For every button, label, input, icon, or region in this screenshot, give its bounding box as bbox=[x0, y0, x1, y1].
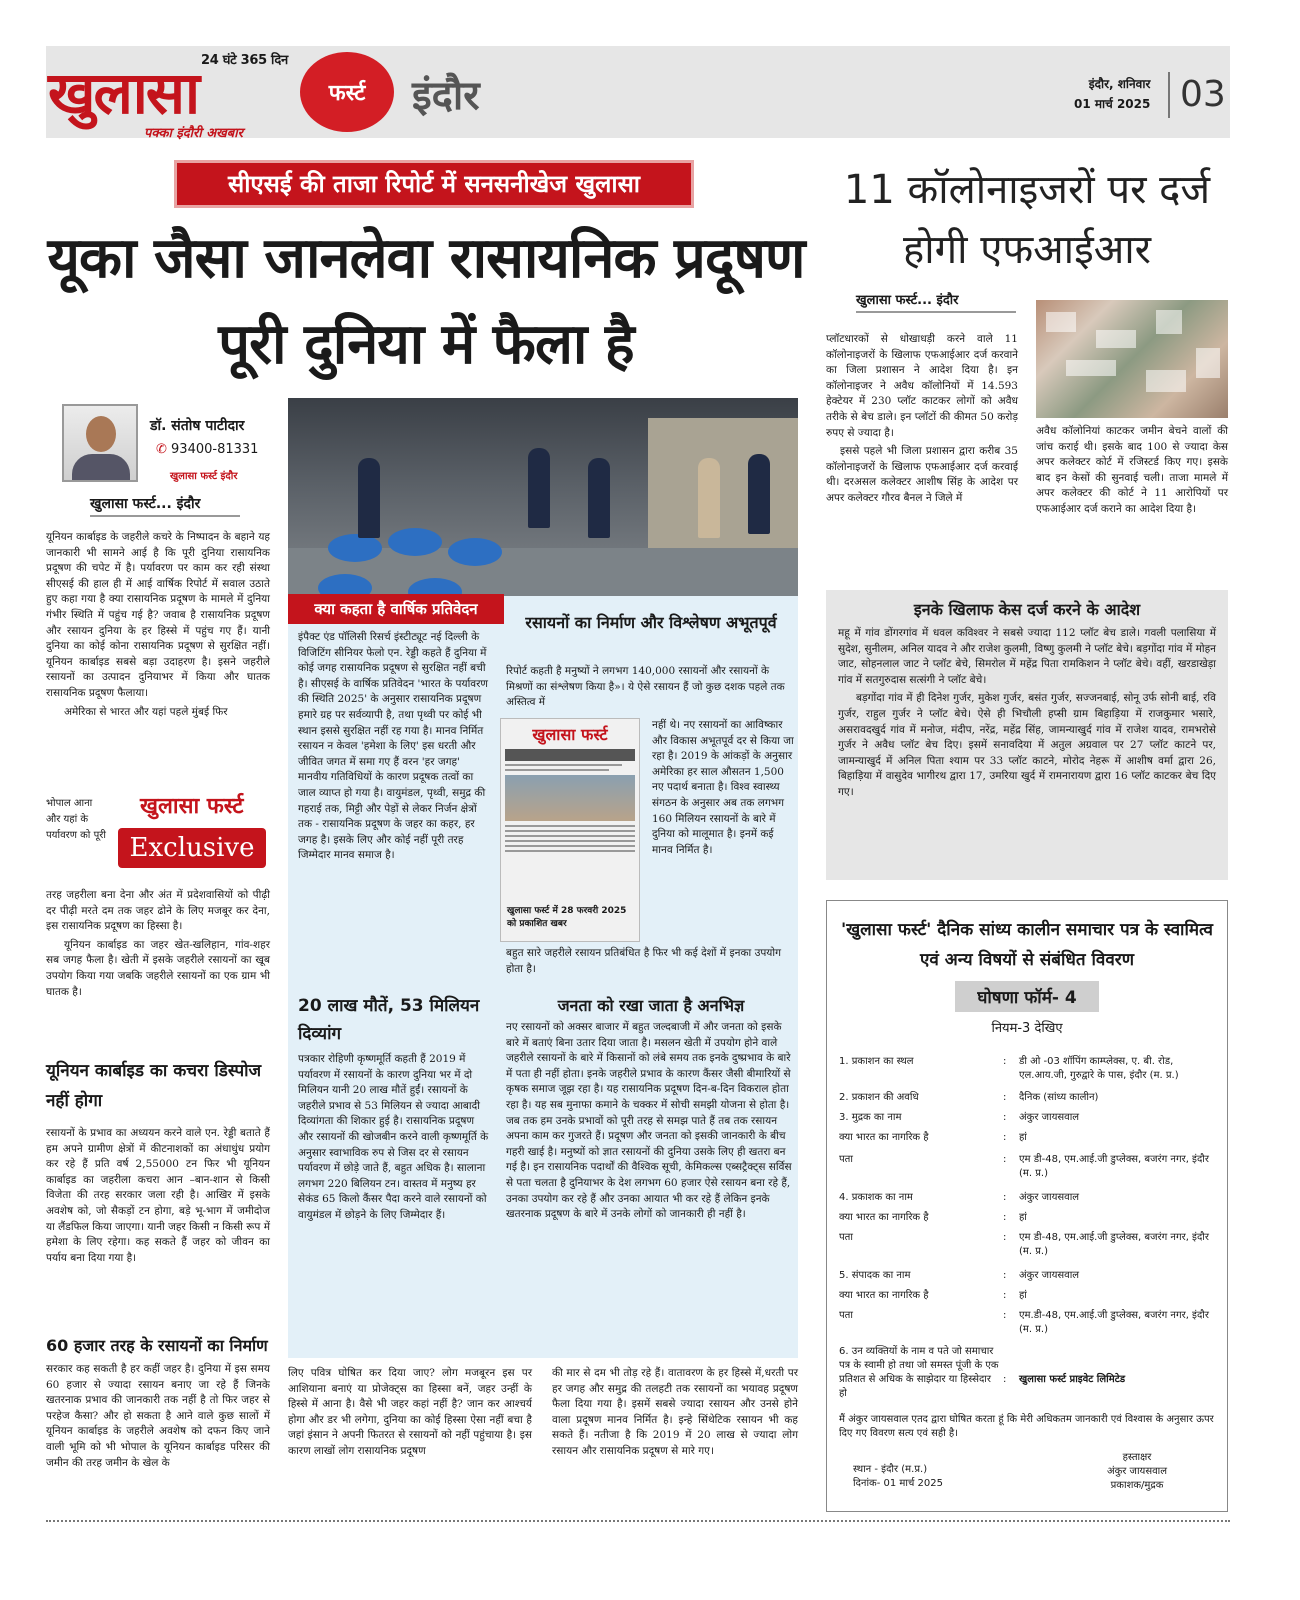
newspaper-clip bbox=[500, 718, 640, 942]
form-row-label: क्या भारत का नागरिक है bbox=[839, 1132, 929, 1143]
article-column-3 bbox=[506, 664, 796, 714]
subhead-carbide: यूनियन कार्बाइड का कचरा डिस्पोज नहीं होगा bbox=[46, 1061, 262, 1111]
author-brand: खुलासा फर्स्ट इंदौर bbox=[170, 471, 238, 482]
article-column-1 bbox=[46, 530, 270, 723]
brand-badge: फर्स्ट bbox=[300, 52, 394, 132]
form-row-label: 4. प्रकाशक का नाम bbox=[839, 1192, 913, 1203]
bottom-divider bbox=[46, 1520, 1230, 1522]
aerial-colony-photo bbox=[1036, 300, 1228, 418]
form-row-colon: : bbox=[1003, 1232, 1007, 1243]
article-bottom-col-2 bbox=[288, 1366, 532, 1463]
form-row-label: पता bbox=[839, 1310, 853, 1321]
page-number: 03 bbox=[1168, 72, 1226, 118]
case-list-box bbox=[826, 590, 1228, 880]
brand-logo: खुलासा bbox=[48, 59, 199, 127]
form-row-value: एम.डी-48, एम.आई.जी डुप्लेक्स, बजरंग नगर, इंदौर (म. प्र.) bbox=[1019, 1310, 1209, 1335]
form-row-value: अंकुर जायसवाल bbox=[1019, 1192, 1080, 1203]
declaration-signature bbox=[1077, 1451, 1197, 1493]
form-row-colon: : bbox=[1003, 1374, 1007, 1385]
photo-building bbox=[1066, 360, 1116, 376]
form-row-label: पता bbox=[839, 1232, 853, 1243]
exclusive-stamp bbox=[118, 790, 266, 874]
author-name: डॉ. संतोष पाटीदार bbox=[150, 418, 245, 434]
form-row-colon: : bbox=[1003, 1310, 1007, 1321]
paragraph: इससे पहले भी जिला प्रशासन द्वारा करीब 35 कॉलोनाइजरों के खिलाफ एफआईआर दर्ज करवाई थी। दरअसल कलेक्टर आशीष सिंह के आदेश पर अपर कलेक्टर गौरव बैनल ने जिले में bbox=[826, 445, 1018, 504]
dateline bbox=[1074, 74, 1150, 114]
paragraph: रसायनों के प्रभाव का अध्ययन करने वाले एन. रेड्डी बताते हैं हम अपने ग्रामीण क्षेत्रों में कीटनाशकों का अंधाधुंध प्रयोग कर रहे हैं प्रति वर्ष 2,55000 टन फिर भी यूनियन कार्बाइड का जहरीला कचरा आन –बान-शान से किसी विजेता की तरह सरकार जला रही है। आखिर में इसके अवशेष को, जो सैकड़ों टन होगा, बड़े भू-भाग में जमीदोज या लैंडफिल किया जाएगा। यानी जहर किसी न किसी रूप में हमेशा के लिए रहेगा। कह सकते हैं जहर को जीवन का पर्याय बना दिया गया है। bbox=[46, 1127, 270, 1264]
form-title: 'खुलासा फर्स्ट' दैनिक सांध्य कालीन समाचार पत्र के स्वामित्व एवं अन्य विषयों से संबंधित विवरण bbox=[841, 920, 1213, 970]
form-row-colon: : bbox=[1003, 1112, 1007, 1123]
form-row-colon: : bbox=[1003, 1212, 1007, 1223]
article-column-1-wrap bbox=[46, 796, 106, 847]
author-phone-number: 93400-81331 bbox=[171, 442, 259, 457]
form-row-colon: : bbox=[1003, 1132, 1007, 1143]
edition-name: इंदौर bbox=[412, 73, 480, 119]
photo-worker bbox=[748, 454, 770, 534]
declaration-place: स्थान - इंदौर (म.प्र.) bbox=[853, 1464, 928, 1475]
fir-column-2 bbox=[1036, 424, 1228, 521]
form-row-value: एम डी-48, एम.आई.जी डुप्लेक्स, बजरंग नगर, इंदौर (म. प्र.) bbox=[1019, 1232, 1209, 1257]
declaration-date: दिनांक- 01 मार्च 2025 bbox=[853, 1478, 943, 1489]
paragraph: नए रसायनों को अक्सर बाजार में बहुत जल्दबाजी में और जनता को इसके बारे में बताएं बिना उतार दिया जाता है। मसलन खेती में उपयोग होने वाले जहरीले रसायनों के बारे में किसानों को लंबे समय तक इनके दुष्प्रभाव के बारे में पता ही नहीं होता। इनके जहरीले प्रभाव के कारण कैंसर जैसी बीमारियों से कृषक समाज जूझ रहा है। यह रासायनिक प्रदूषण दिन-ब-दिन विकराल होता रहा है। यह सब मुनाफा कमाने के चक्कर में सोची समझी योजना से होता है। जब तक हम उनके प्रभावों को पूरी तरह से समझ पाते हैं तब तक रसायन अपना काम कर गुजरते हैं। प्रदूषण और जनता को इसकी जानकारी के बीच गहरी खाई है। मनुष्यों को ज्ञात रसायनों की दुनिया उसके लिए ही खतरा बन गई है। इन रासायनिक पदार्थों की वैश्विक सूची, केमिकल्स एब्सट्रैक्ट्स सर्विस से पता चलता है दुनियाभर के देश लगभग 60 हजार ऐसे रसायन बना रहे हैं, उनका उपयोग कर रहे हैं और उनका आयात भी कर रहे हैं लेकिन इनके खतरनाक प्रदूषण के बारे में उनके लोगों को जानकारी ही नहीं है। bbox=[506, 1021, 792, 1221]
paragraph: महू में गांव डोंगरगांव में धवल कविश्वर ने सबसे ज्यादा 112 प्लॉट बेच डाले। गवली पलासिया में सुदेश, सुनीलम, अनिल यादव ने और राजेश कुलमी, विष्णु कुलमी ने प्लॉट बेचे। बड़गोंदा गांव में मोहन जाट, सोहनलाल जाट ने प्लॉट बेचे, सिमरोल में महेंद्र पिता रामकिशन ने प्लॉट बेचे। वहीं, खरडाखेड़ा गांव में सतगुरुदास सत्संगी ने प्लॉट बेचे। bbox=[838, 627, 1216, 686]
case-title: इनके खिलाफ केस दर्ज करने के आदेश bbox=[913, 600, 1141, 619]
photo-building bbox=[1046, 312, 1076, 332]
report-label: क्या कहता है वार्षिक प्रतिवेदन bbox=[288, 594, 504, 624]
article-column-3-cont2 bbox=[506, 1020, 796, 1226]
form-row-label: 3. मुद्रक का नाम bbox=[839, 1112, 902, 1123]
exclusive-brand: खुलासा फर्स्ट bbox=[140, 793, 244, 819]
form-row-value: अंकुर जायसवाल bbox=[1019, 1112, 1080, 1123]
paragraph: की मार से दम भी तोड़ रहे हैं। वातावरण के हर हिस्से में,धरती पर हर जगह और समुद्र की तलहटी तक रसायनों का भयावह प्रदूषण फैला दिया गया है। इसमें सबसे ज्यादा रसायन और उनसे होने वाला प्रदूषण मानव निर्मित है। इन्हे सिंथेटिक रसायन भी कह सकते हैं। नतीजा है कि 2019 में 20 लाख से ज्यादा लोग रसायन और रासायनिक प्रदूषण से मारे गए। bbox=[552, 1367, 798, 1457]
photo-worker bbox=[698, 458, 720, 538]
photo-building bbox=[1096, 330, 1136, 348]
article-column-2-cont bbox=[298, 1052, 492, 1227]
photo-drum bbox=[388, 528, 442, 556]
main-photo bbox=[288, 398, 798, 620]
paragraph: अवैध कॉलोनियां काटकर जमीन बेचने वालों की जांच कराई थी। इसके बाद 100 से ज्यादा केस अपर कलेक्टर कोर्ट में रजिस्टर्ड किए गए। इसके बाद इन केसों की सुनवाई चली। ताजा मामले में अपर कलेक्टर की कोर्ट ने 11 आरोपियों पर एफआईआर दर्ज कराने का आदेश दिया है। bbox=[1036, 425, 1228, 515]
signature-label: हस्ताक्षर bbox=[1122, 1452, 1152, 1463]
form-row-colon: : bbox=[1003, 1154, 1007, 1165]
form-row-value: दैनिक (सांध्य कालीन) bbox=[1019, 1092, 1099, 1103]
article-column-1-cont bbox=[46, 888, 270, 1003]
paragraph: पत्रकार रोहिणी कृष्णमूर्ति कहती हैं 2019 में पर्यावरण में रसायनों के कारण दुनिया भर में दो मिलियन यानी 20 लाख मौतें हुईं। रसायनों के जहरीले प्रभाव से 53 मिलियन से ज्यादा आबादी दिव्यांगता की शिकार हुई है। रासायनिक प्रदूषण और रसायनों की खोजबीन करने वाली कृष्णमूर्ति के अनुसार स्वाभाविक रुप से जिस दर से रसायन पर्यावरण में छोड़े जाते हैं, बहुत अधिक है। सालाना लगभग 220 बिलियन टन। वास्तव में मनुष्य हर सेकंड 65 किलो कैंसर पैदा करने वाले रसायनों को वायुमंडल में छोड़ने के लिए जिम्मेदार हैं। bbox=[298, 1053, 489, 1221]
form-row-colon: : bbox=[1003, 1092, 1007, 1103]
form-row-value: डी ओ -03 शॉपिंग काम्प्लेक्स, ए. बी. रोड, एल.आय.जी, गुरुद्वारे के पास, इंदौर (म. प्र.) bbox=[1019, 1056, 1179, 1081]
photo-wall bbox=[648, 418, 798, 548]
photo-building bbox=[1156, 310, 1182, 334]
form-row-colon: : bbox=[1003, 1192, 1007, 1203]
paragraph: यूनियन कार्बाइड का जहर खेत-खलिहान, गांव-शहर सब जगह फैला है। खेती में इसके जहरीले रसायनों का खूब उपयोग किया गया जबकि जहरीले रसायनों का एक ग्राम भी घातक है। bbox=[46, 938, 270, 998]
paragraph: यूनियन कार्बाइड के जहरीले कचरे के निष्पादन के बहाने यह जानकारी भी सामने आई है कि पूरी दुनिया रासायनिक प्रदूषण की चपेट में है। पर्यावरण पर काम कर रही संस्था सीएसई की हाल ही में आई वार्षिक रिपोर्ट में सवाल उठाते हुए कहा गया है क्या रासायनिक प्रदूषण के मामले में दुनिया गंभीर स्थिति में पहुंच गई है? जवाब है रासायनिक प्रदूषण और रसायन दुनिया के हर हिस्से में पहुंच गए हैं। यानी दुनिया का कोई कोना रासायनिक प्रदूषण से सुरक्षित नहीं। यूनियन कार्बाइड सबसे बड़ा उदाहरण है। इसने जहरीले रसायनों का उत्पादन दुनियाभर में किया और घातक रासायनिक प्रदूषण फैलाया। bbox=[46, 531, 270, 699]
signature-name: अंकुर जायसवाल bbox=[1106, 1466, 1168, 1477]
paragraph: लिए पवित्र घोषित कर दिया जाए? लोग मजबूरन इस पर आशियाना बनाएं या प्रोजेक्ट्स का हिस्सा बनें, जहर उन्हीं के हिस्से में आना है। वैसे भी जहर कहां नहीं है? जान कर आश्चर्य होगा और डर भी लगेगा, दुनिया का कोई हिस्सा ऐसा नहीं बचा है जहां इंसान ने अपनी फितरत से रसायनों को नहीं पहुंचाया है। इस कारण लाखों लोग रासायनिक प्रदूषण bbox=[288, 1367, 532, 1457]
fir-headline: 11 कॉलोनाइजरों पर दर्ज होगी एफआईआर bbox=[843, 167, 1211, 273]
subhead-public: जनता को रखा जाता है अनभिज्ञ bbox=[557, 996, 745, 1015]
fir-byline: खुलासा फर्स्ट... इंदौर bbox=[856, 290, 1016, 313]
form-row-label: 1. प्रकाशन का स्थल bbox=[839, 1056, 914, 1067]
photo-drum bbox=[448, 538, 502, 566]
article-bottom-col-3 bbox=[552, 1366, 798, 1463]
subhead-chemicals: रसायनों का निर्माण और विश्लेषण अभूतपूर्व bbox=[525, 613, 777, 632]
clip-caption: खुलासा फर्स्ट में 28 फरवरी 2025 को प्रकाशित खबर bbox=[507, 906, 627, 929]
photo-drum bbox=[328, 534, 382, 562]
article-column-1-cont3 bbox=[46, 1362, 270, 1474]
form-row-value: हां bbox=[1019, 1212, 1027, 1223]
form-row-colon: : bbox=[1003, 1270, 1007, 1281]
paragraph: बहुत सारे जहरीले रसायन प्रतिबंधित है फिर भी कई देशों में इनका उपयोग होता है। bbox=[506, 947, 782, 975]
exclusive-label: Exclusive bbox=[118, 828, 266, 868]
paragraph: तरह जहरीला बना देना और अंत में प्रदेशवासियों को पीढ़ी दर पीढ़ी मरते दम तक जहर ढोने के लिए मजबूर कर देना, इस रासायनिक प्रदूषण का हिस्सा है। bbox=[46, 889, 270, 933]
paragraph: नहीं थे। नए रसायनों का आविष्कार और विकास अभूतपूर्व दर से किया जा रहा है। 2019 के आंकड़ों के अनुसार अमेरिका हर साल औसतन 1,500 नए पदार्थ बनाता है। विश्व स्वास्थ्य संगठन के अनुसार अब तक लगभग 160 मिलियन रसायनों के बारे में दुनिया को मालूमात है। इनमें कई मानव निर्मित है। bbox=[652, 719, 794, 856]
form-row-label: क्या भारत का नागरिक है bbox=[839, 1212, 929, 1223]
clip-text-lines bbox=[505, 764, 635, 771]
form-row-value: अंकुर जायसवाल bbox=[1019, 1270, 1080, 1281]
form-row-label: 6. उन व्यक्तियों के नाम व पते जो समाचार पत्र के स्वामी हो तथा जो समस्त पूंजी के एक प्रतिशत से अधिक के साझेदार या हिस्सेदार हो bbox=[839, 1346, 999, 1399]
form-rule: नियम-3 देखिए bbox=[991, 1021, 1063, 1036]
declaration-form bbox=[826, 900, 1228, 1512]
author-photo bbox=[62, 404, 138, 482]
date-day: इंदौर, शनिवार bbox=[1088, 77, 1151, 91]
photo-building bbox=[1196, 348, 1220, 378]
form-row-colon: : bbox=[1003, 1056, 1007, 1067]
form-name bbox=[839, 981, 1215, 1012]
main-byline: खुलासा फर्स्ट... इंदौर bbox=[90, 494, 240, 517]
subhead-60k: 60 हजार तरह के रसायनों का निर्माण bbox=[46, 1336, 268, 1355]
author-phone bbox=[156, 442, 258, 457]
form-row-label: 2. प्रकाशन की अवधि bbox=[839, 1092, 919, 1103]
declaration-text: मैं अंकुर जायसवाल एतद द्वारा घोषित करता हूं कि मेरी अधिकतम जानकारी एवं विश्वास के अनुसार ऊपर दिए गए विवरण सत्य एवं सही है। bbox=[839, 1414, 1214, 1439]
paragraph: रिपोर्ट कहती है मनुष्यों ने लगभग 140,000 रसायनों और रसायनों के मिश्रणों का संश्लेषण किया है»। ये ऐसे रसायन हैं जो कुछ दशक पहले तक अस्तित्व में bbox=[506, 665, 785, 709]
kicker-banner: सीएसई की ताजा रिपोर्ट में सनसनीखेज खुलासा bbox=[174, 160, 694, 208]
paragraph: इंपैक्ट एंड पॉलिसी रिसर्च इंस्टीट्यूट नई दिल्ली के विजिटिंग सीनियर फेलो एन. रेड्डी कहते हैं दुनिया में कोई जगह रासायनिक प्रदूषण से सुरक्षित नहीं बची है। सीएसई के वार्षिक प्रतिवेदन 'भारत के पर्यावरण की स्थिति 2025' के अनुसार रासायनिक प्रदूषण हमारे ग्रह पर सर्वव्यापी है, तथा पृथ्वी पर कोई भी स्थान इससे सुरक्षित नहीं रह गया है। मानव निर्मित रसायन न केवल 'हमेशा के लिए' इस धरती और जीवित जगत में समा गए हैं वरन 'हर जगह' मानवीय गतिविधियों के कारण प्रदूषक तत्वों का जाल व्याप्त हो गया है। वायुमंडल, पृथ्वी, समुद्र की गहराई तक, मिट्टी और पेड़ों से लेकर निर्जन क्षेत्रों तक - रासायनिक प्रदूषण के जहर का कहर, हर जगह है। इसके लिए और कोई नहीं पूरी तरह जिम्मेदार मानव समाज है। bbox=[298, 631, 489, 862]
clip-brand: खुलासा फर्स्ट bbox=[532, 725, 608, 744]
photo-worker bbox=[588, 458, 610, 538]
masthead-tagline: 24 घंटे 365 दिन bbox=[201, 53, 288, 68]
form-row-value: हां bbox=[1019, 1290, 1027, 1301]
form-row-label: 5. संपादक का नाम bbox=[839, 1270, 911, 1281]
paragraph: प्लॉटधारकों से धोखाधड़ी करने वाले 11 कॉलोनाइजरों के खिलाफ एफआईआर दर्ज करवाने का जिला प्रशासन ने आदेश दिया है। इन कॉलोनाइजर ने अवैध कॉलोनियों में 14.593 हेक्टेयर में 230 प्लॉट काटकर लोगों को अवैध तरीके से बेच डाले। इन प्लॉटों की कीमत 50 करोड़ रुपए से ज्यादा है। bbox=[826, 333, 1018, 439]
signature-role: प्रकाशक/मुद्रक bbox=[1110, 1480, 1164, 1491]
form-row-value: एम डी-48, एम.आई.जी डुप्लेक्स, बजरंग नगर, इंदौर (म. प्र.) bbox=[1019, 1154, 1209, 1179]
form-name-label: घोषणा फॉर्म- 4 bbox=[955, 981, 1098, 1012]
form-row-value: हां bbox=[1019, 1132, 1027, 1143]
form-row-colon: : bbox=[1003, 1290, 1007, 1301]
article-column-2 bbox=[298, 630, 492, 867]
form-row-label: क्या भारत का नागरिक है bbox=[839, 1290, 929, 1301]
paragraph: अमेरिका से भारत और यहां पहले मुंबई फिर bbox=[64, 705, 228, 718]
form-row-label: पता bbox=[839, 1154, 853, 1165]
phone-icon: ✆ bbox=[156, 442, 172, 457]
clip-image bbox=[505, 775, 635, 821]
main-headline: यूका जैसा जानलेवा रासायनिक प्रदूषण पूरी दुनिया में फैला है bbox=[47, 226, 805, 377]
date: 01 मार्च 2025 bbox=[1074, 97, 1151, 111]
declaration-place-date bbox=[853, 1463, 943, 1491]
article-column-3-right bbox=[652, 718, 796, 861]
clip-text-lines bbox=[505, 825, 635, 852]
paragraph: बड़गोंदा गांव में ही दिनेश गुर्जर, मुकेश गुर्जर, बसंत गुर्जर, सज्जनबाई, सोनू उर्फ सोनी बाई, रवि गुर्जर, राहुल गुर्जर ने प्लॉट बेचे। ऐसे ही भिचौली हप्सी ग्राम बिहाड़िया में राजकुमार भसारे, असरावदखुर्द गांव में मनोज, मंदीप, नरेंद्र, महेंद्र सिंह, जामन्याखुर्द गांव में राजेश यादव, रामभरोसे गुर्जर ने अवैध प्लॉट बेच दिए। इसमें सनावदिया में अतुल अग्रवाल पर 27 प्लॉट काटने पर, जामन्याखुर्द में अनिल पिता श्याम पर 33 प्लॉट काटने, मोरोद नेहरू में आशीष वर्मा द्वारा 26, बिहाड़िया में वासुदेव भागीरथ द्वारा 17, उमरिया खुर्द में रामनारायण द्वारा 16 प्लॉट काटकर बेच दिए गए। bbox=[838, 692, 1216, 798]
author-photo-head bbox=[86, 416, 116, 452]
brand-subtitle: पक्का इंदौरी अखबार bbox=[144, 126, 243, 141]
photo-building bbox=[1146, 370, 1186, 392]
clip-headline-bar bbox=[505, 749, 635, 761]
subhead-deaths: 20 लाख मौतें, 53 मिलियन दिव्यांग bbox=[298, 996, 480, 1044]
author-photo-body bbox=[72, 454, 130, 482]
photo-worker bbox=[358, 458, 380, 538]
form-row-value: खुलासा फर्स्ट प्राइवेट लिमिटेड bbox=[1019, 1374, 1126, 1385]
fir-column-1 bbox=[826, 332, 1018, 510]
article-column-1-cont2 bbox=[46, 1126, 270, 1269]
article-column-3-cont bbox=[506, 946, 796, 980]
photo-worker bbox=[528, 448, 550, 528]
paragraph: भोपाल आना और यहां के पर्यावरण को पूरी bbox=[46, 798, 106, 841]
paragraph: सरकार कह सकती है हर कहीं जहर है। दुनिया में इस समय 60 हजार से ज्यादा रसायन बनाए जा रहे हैं जिनके खतरनाक प्रभाव की जानकारी तक नहीं है तो फिर जहर से परहेज कैसा? और हो सकता है आने वाले कुछ सालों में यूनियन कार्बाइड के जहरीले अवशेष को दफन किए जाने वाली भूमि को भी भोपाल के यूनियन कार्बाइड परिसर की जमीन की तरह जमीन के खेल के bbox=[46, 1363, 270, 1469]
